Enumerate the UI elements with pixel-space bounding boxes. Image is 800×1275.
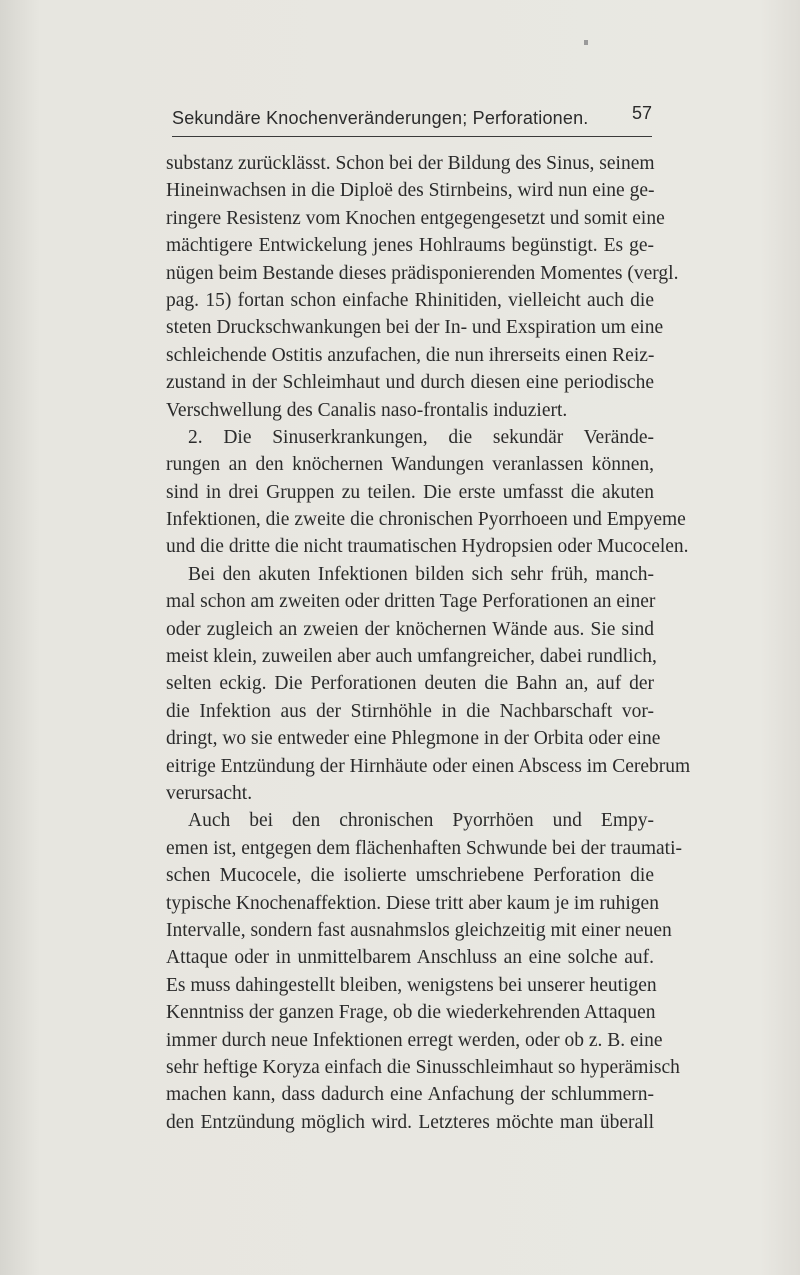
- text-line: verursacht.: [166, 782, 253, 804]
- text-line: die Infektion aus der Stirnhöhle in die Nachbarschaft vor-: [166, 700, 654, 722]
- print-speck: [584, 40, 588, 45]
- body-text: [166, 150, 691, 1136]
- text-line: machen kann, dass dadurch eine Anfachung der schlummern-: [166, 1084, 654, 1106]
- text-line: Attaque oder in unmittelbarem Anschluss an eine solche auf.: [166, 947, 654, 969]
- text-line: Infektionen, die zweite die chronischen Pyorrhoeen und Empyeme: [166, 509, 686, 531]
- text-line: emen ist, entgegen dem flächenhaften Schwunde bei der traumati-: [166, 837, 683, 859]
- text-line: Es muss dahingestellt bleiben, wenigstens bei unserer heutigen: [166, 974, 657, 996]
- text-line: Kenntniss der ganzen Frage, ob die wiederkehrenden Attaquen: [166, 1002, 656, 1024]
- text-line: ringere Resistenz vom Knochen entgegengesetzt und somit eine: [166, 207, 665, 229]
- text-line: schleichende Ostitis anzufachen, die nun ihrerseits einen Reiz-: [166, 344, 655, 366]
- text-line: mal schon am zweiten oder dritten Tage Perforationen an einer: [166, 591, 656, 613]
- running-title: Sekundäre Knochenveränderungen; Perforationen.: [172, 108, 589, 128]
- text-line: und die dritte die nicht traumatischen Hydropsien oder Mucocelen.: [166, 536, 689, 558]
- text-line: sehr heftige Koryza einfach die Sinusschleimhaut so hyperämisch: [166, 1056, 680, 1078]
- text-line: oder zugleich an zweien der knöchernen Wände aus. Sie sind: [166, 618, 654, 640]
- text-line: Verschwellung des Canalis naso-frontalis induziert.: [166, 399, 568, 421]
- paragraph-start-line: Auch bei den chronischen Pyorrhöen und Empy-: [188, 810, 654, 832]
- text-line: eitrige Entzündung der Hirnhäute oder einen Abscess im Cerebrum: [166, 755, 691, 777]
- text-line: typische Knochenaffektion. Diese tritt aber kaum je im ruhigen: [166, 892, 659, 914]
- paragraph-start-line: 2. Die Sinuserkrankungen, die sekundär Verände-: [188, 426, 654, 448]
- text-line: rungen an den knöchernen Wandungen veranlassen können,: [166, 454, 654, 476]
- text-line: den Entzündung möglich wird. Letzteres möchte man überall: [166, 1111, 654, 1133]
- text-line: dringt, wo sie entweder eine Phlegmone in der Orbita oder eine: [166, 728, 661, 750]
- text-line: substanz zurücklässt. Schon bei der Bildung des Sinus, seinem: [166, 153, 655, 174]
- text-line: Intervalle, sondern fast ausnahmslos gleichzeitig mit einer neuen: [166, 919, 672, 941]
- text-line: pag. 15) fortan schon einfache Rhinitiden, vielleicht auch die: [166, 289, 654, 311]
- text-line: sind in drei Gruppen zu teilen. Die erste umfasst die akuten: [166, 481, 654, 503]
- text-line: Hineinwachsen in die Diploë des Stirnbeins, wird nun eine ge-: [166, 180, 655, 202]
- page-number: 57: [631, 103, 652, 123]
- text-line: meist klein, zuweilen aber auch umfangreicher, dabei rundlich,: [166, 646, 657, 668]
- text-line: selten eckig. Die Perforationen deuten die Bahn an, auf der: [166, 673, 654, 695]
- paragraph-start-line: Bei den akuten Infektionen bilden sich sehr früh, manch-: [188, 563, 654, 585]
- text-line: steten Druckschwankungen bei der In- und Exspiration um eine: [166, 317, 664, 339]
- text-line: mächtigere Entwickelung jenes Hohlraums begünstigt. Es ge-: [166, 235, 654, 257]
- text-line: immer durch neue Infektionen erregt werden, oder ob z. B. eine: [166, 1029, 663, 1051]
- text-line: zustand in der Schleimhaut und durch diesen eine periodische: [166, 372, 654, 394]
- running-header: [172, 103, 652, 137]
- text-line: nügen beim Bestande dieses prädisponierenden Momentes (vergl.: [166, 262, 679, 284]
- text-line: schen Mucocele, die isolierte umschriebene Perforation die: [166, 865, 654, 887]
